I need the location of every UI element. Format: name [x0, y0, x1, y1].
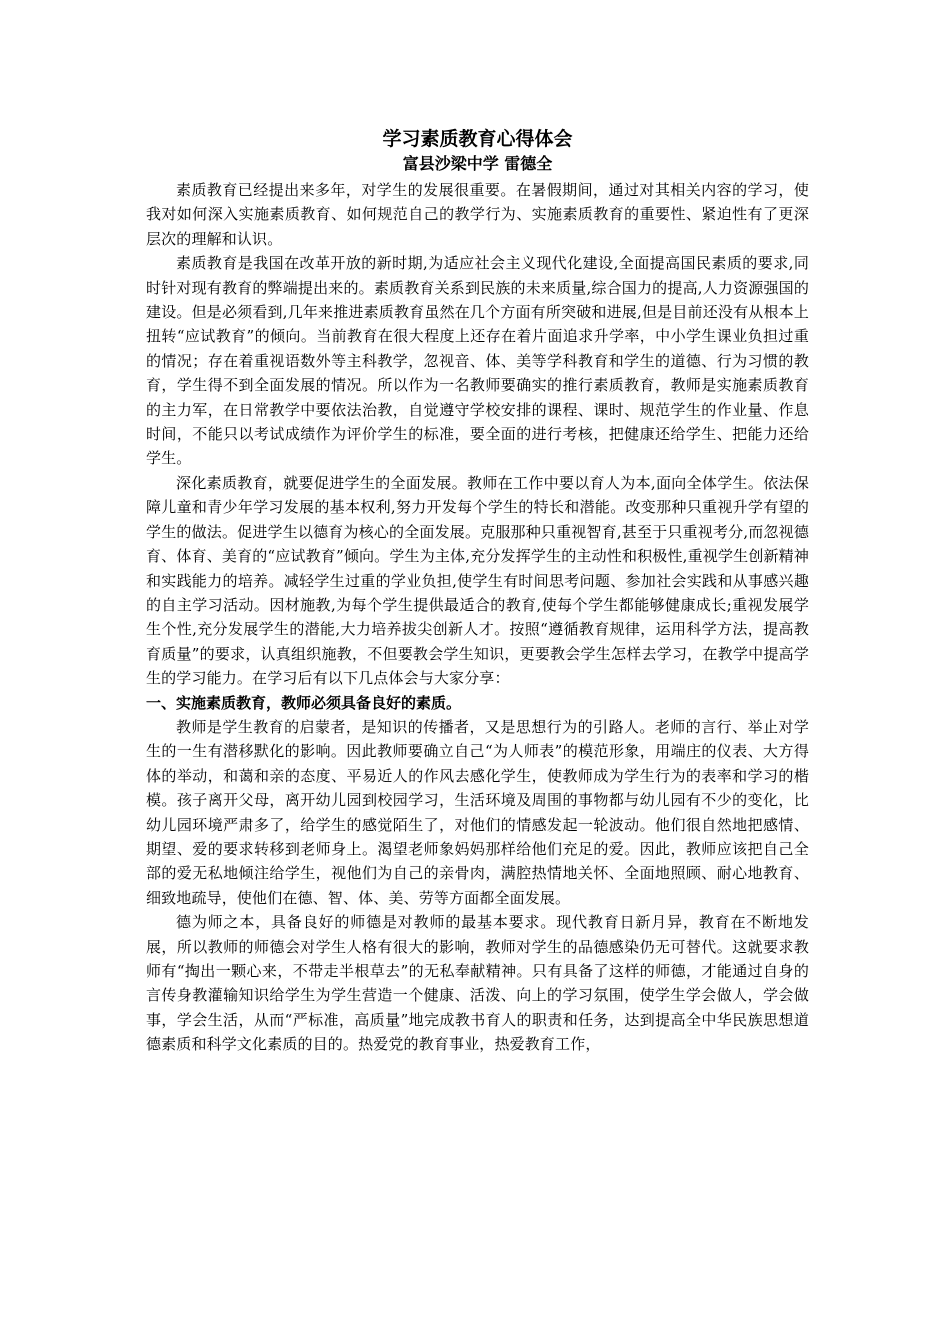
- section-heading: 一、实施素质教育，教师必须具备良好的素质。: [146, 693, 462, 712]
- paragraph: 素质教育已经提出来多年，对学生的发展很重要。在暑假期间，通过对其相关内容的学习，使我对如何深入实施素质教育、如何规范自己的教学行为、实施素质教育的重要性、紧迫性有了更深层次的理解和认识。: [146, 181, 809, 248]
- paragraph: 德为师之本，具备良好的师德是对教师的最基本要求。现代教育日新月异，教育在不断地发展，所以教师的师德会对学生人格有很大的影响，教师对学生的品德感染仍无可替代。这就要求教师有“掏出一颗心来，不带走半根草去”的无私奉献精神。只有具备了这样的师德，才能通过自身的言传身教灌输知识给学生为学生营造一个健康、活泼、向上的学习氛围，使学生学会做人，学会做事，学会生活，从而“严标准，高质量”地完成教书育人的职责和任务，达到提高全中华民族思想道德素质和科学文化素质的目的。热爱党的教育事业，热爱教育工作，: [146, 913, 809, 1054]
- author-byline: 富县沙梁中学 雷德全: [402, 154, 553, 173]
- paragraph: 深化素质教育，就要促进学生的全面发展。教师在工作中要以育人为本,面向全体学生。依法保障儿童和青少年学习发展的基本权利,努力开发每个学生的特长和潜能。改变那种只重视升学有望的学生的做法。促进学生以德育为核心的全面发展。克服那种只重视智育,甚至于只重视考分,而忽视德育、体育、美育的“应试教育”倾向。学生为主体,充分发挥学生的主动性和积极性,重视学生创新精神和实践能力的培养。减轻学生过重的学业负担,使学生有时间思考问题、参加社会实践和从事感兴趣的自主学习活动。因材施教,为每个学生提供最适合的教育,使每个学生都能够健康成长;重视发展学生个性,充分发展学生的潜能,大力培养拔尖创新人才。按照“遵循教育规律，运用科学方法，提高教育质量”的要求，认真组织施教，不但要教会学生知识，更要教会学生怎样去学习，在教学中提高学生的学习能力。在学习后有以下几点体会与大家分享：: [146, 473, 809, 688]
- paragraph: 教师是学生教育的启蒙者，是知识的传播者，又是思想行为的引路人。老师的言行、举止对学生的一生有潜移默化的影响。因此教师要确立自己“为人师表”的模范形象，用端庄的仪表、大方得体的举动，和蔼和亲的态度、平易近人的作风去感化学生，使教师成为学生行为的表率和学习的楷模。孩子离开父母，离开幼儿园到校园学习，生活环境及周围的事物都与幼儿园有不少的变化，比幼儿园环境严肃多了，给学生的感觉陌生了，对他们的情感发起一轮波动。他们很自然地把感情、期望、爱的要求转移到老师身上。渴望老师象妈妈那样给他们充足的爱。因此，教师应该把自己全部的爱无私地倾注给学生，视他们为自己的亲骨肉，满腔热情地关怀、全面地照顾、耐心地教育、细致地疏导，使他们在德、智、体、美、劳等方面都全面发展。: [146, 717, 809, 907]
- document-page: [146, 126, 809, 1057]
- document-title: 学习素质教育心得体会: [382, 128, 573, 150]
- paragraph: 素质教育是我国在改革开放的新时期,为适应社会主义现代化建设,全面提高国民素质的要求,同时针对现有教育的弊端提出来的。素质教育关系到民族的未来质量,综合国力的提高,人力资源强国的建设。但是必须看到,几年来推进素质教育虽然在几个方面有所突破和进展,但是目前还没有从根本上扭转“应试教育”的倾向。当前教育在很大程度上还存在着片面追求升学率，中小学生课业负担过重的情况；存在着重视语数外等主科教学，忽视音、体、美等学科教育和学生的道德、行为习惯的教育，学生得不到全面发展的情况。所以作为一名教师要确实的推行素质教育，教师是实施素质教育的主力军，在日常教学中要依法治教，自觉遵守学校安排的课程、课时、规范学生的作业量、作息时间，不能只以考试成绩作为评价学生的标准，要全面的进行考核，把健康还给学生、把能力还给学生。: [146, 254, 809, 468]
